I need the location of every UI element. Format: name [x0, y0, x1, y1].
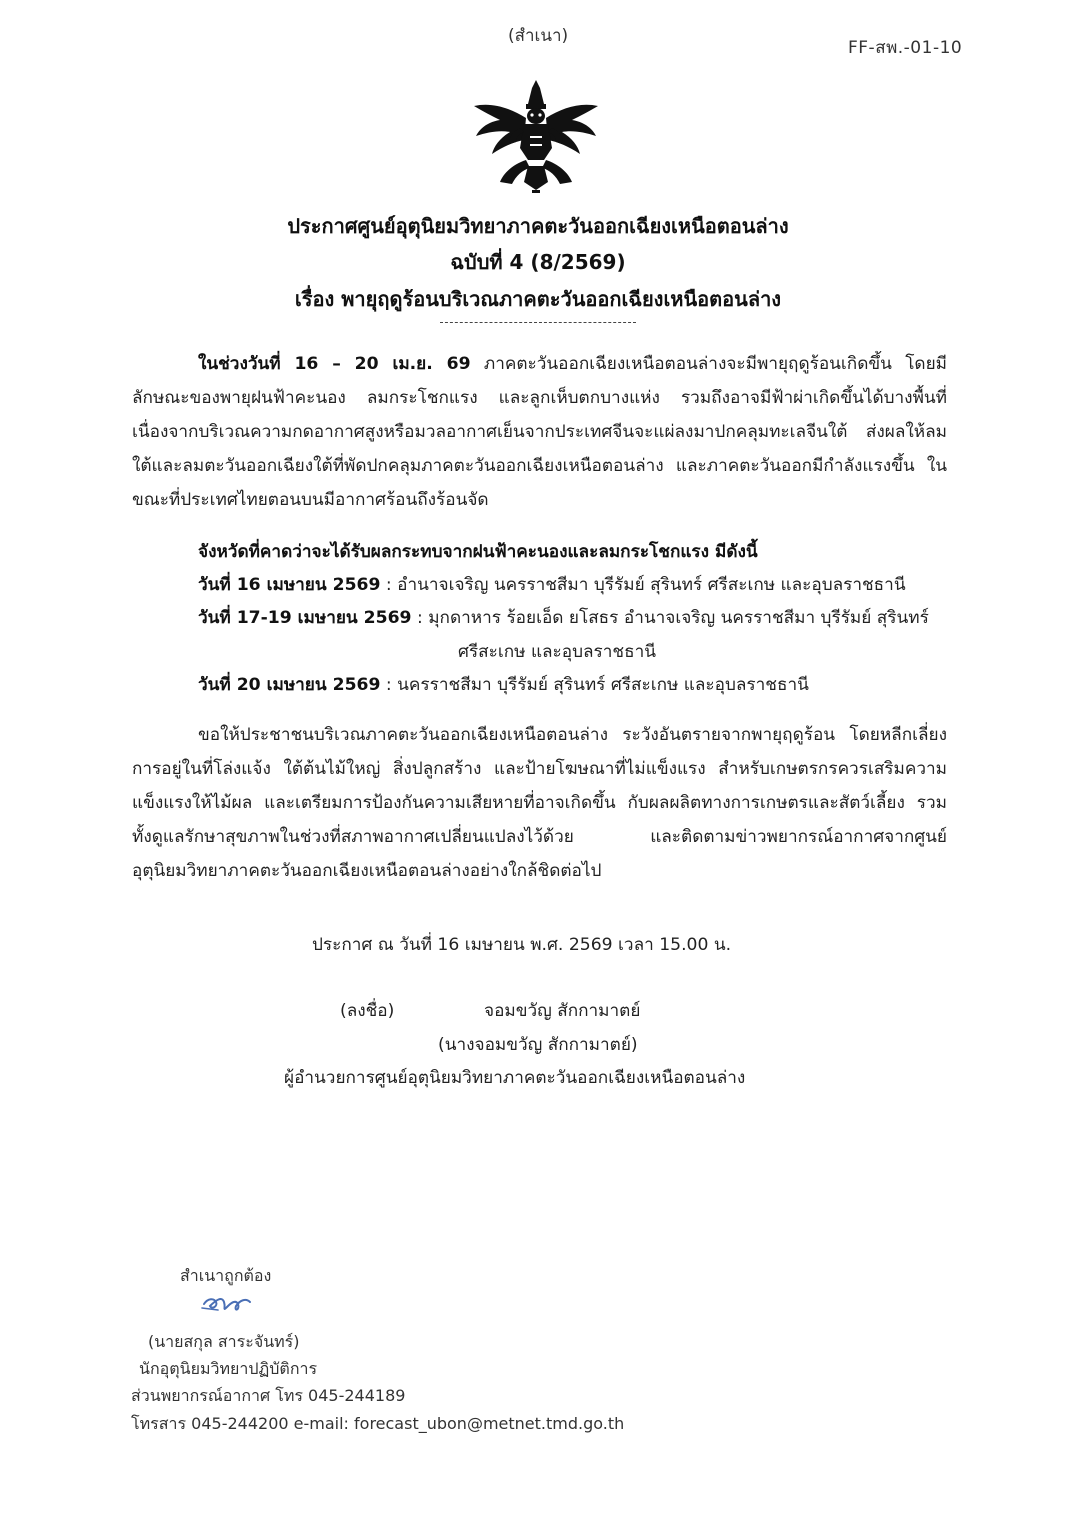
day-line-2-continued: ศรีสะเกษ และอุบลราชธานี — [458, 642, 656, 662]
provinces-heading: จังหวัดที่คาดว่าจะได้รับผลกระทบจากฝนฟ้าคะนองและลมกระโชกแรง มีดังนี้ — [198, 542, 758, 562]
announcement-date: ประกาศ ณ วันที่ 16 เมษายน พ.ศ. 2569 เวลา 15.00 น. — [312, 935, 732, 955]
signatory-name: จอมขวัญ สักกามาตย์ — [484, 1001, 641, 1021]
form-code: FF-สพ.-01-10 — [848, 38, 963, 58]
title-line-2: ฉบับที่ 4 (8/2569) — [450, 250, 626, 274]
garuda-emblem-icon — [470, 78, 602, 196]
title-line-3: เรื่อง พายุฤดูร้อนบริเวณภาคตะวันออกเฉียงเหนือตอนล่าง — [294, 287, 782, 311]
certifier-position: นักอุตุนิยมวิทยาปฏิบัติการ — [139, 1359, 318, 1378]
certifier-name: (นายสกุล สาระจันทร์) — [148, 1332, 300, 1351]
paragraph-forecast — [132, 347, 947, 517]
handwritten-signature-icon — [196, 1290, 260, 1320]
title-divider — [440, 322, 636, 323]
day-provinces: : อำนาจเจริญ นครราชสีมา บุรีรัมย์ สุรินทร์ ศรีสะเกษ และอุบลราชธานี — [380, 575, 906, 595]
title-line-1: ประกาศศูนย์อุตุนิยมวิทยาภาคตะวันออกเฉียงเหนือตอนล่าง — [287, 214, 789, 238]
day-line-2 — [198, 603, 929, 631]
day-line-1 — [198, 570, 906, 598]
certified-copy-label: สำเนาถูกต้อง — [180, 1266, 272, 1285]
day-provinces: : นครราชสีมา บุรีรัมย์ สุรินทร์ ศรีสะเกษ และอุบลราชธานี — [380, 675, 809, 695]
signature-label: (ลงชื่อ) — [340, 1001, 395, 1021]
day-label: วันที่ 20 เมษายน 2569 — [198, 675, 381, 695]
day-label: วันที่ 17-19 เมษายน 2569 — [198, 608, 412, 628]
certifier-department: ส่วนพยากรณ์อากาศ โทร 045-244189 — [131, 1386, 406, 1405]
forecast-text: ภาคตะวันออกเฉียงเหนือตอนล่างจะมีพายุฤดูร้อนเกิดขึ้น โดยมีลักษณะของพายุฝนฟ้าคะนอง ลมกระโชกแรง และลูกเห็บตกบางแห่ง รวมถึงอาจมีฟ้าผ่าเกิดขึ้นได้บางพื้นที่ เนื่องจากบริเวณความกดอากาศสูงหรือมวลอากาศเย็นจากประเทศจีนจะแผ่ลงมาปกคลุมทะเลจีนใต้ ส่งผลให้ลมใต้และลมตะวันออกเฉียงใต้ที่พัดปกคลุมภาคตะวันออกเฉียงเหนือตอนล่าง และภาคตะวันออกมีกำลังแรงขึ้น ในขณะที่ประเทศไทยตอนบนมีอากาศร้อนถึงร้อนจัด — [132, 354, 947, 510]
day-label: วันที่ 16 เมษายน 2569 — [198, 575, 381, 595]
contact-fax-email: โทรสาร 045-244200 e-mail: forecast_ubon@metnet.tmd.go.th — [131, 1414, 625, 1433]
paragraph-advice: ขอให้ประชาชนบริเวณภาคตะวันออกเฉียงเหนือตอนล่าง ระวังอันตรายจากพายุฤดูร้อน โดยหลีกเลี่ยงการอยู่ในที่โล่งแจ้ง ใต้ต้นไม้ใหญ่ สิ่งปลูกสร้าง และป้ายโฆษณาที่ไม่แข็งแรง สำหรับเกษตรกรควรเสริมความแข็งแรงให้ไม้ผล และเตรียมการป้องกันความเสียหายที่อาจเกิดขึ้น กับผลผลิตทางการเกษตรและสัตว์เลี้ยง รวมทั้งดูแลรักษาสุขภาพในช่วงที่สภาพอากาศเปลี่ยนแปลงไว้ด้วย และติดตามข่าวพยากรณ์อากาศจากศูนย์อุตุนิยมวิทยาภาคตะวันออกเฉียงเหนือตอนล่างอย่างใกล้ชิดต่อไป — [132, 725, 947, 881]
copy-mark: (สำเนา) — [508, 26, 569, 46]
signatory-position: ผู้อำนวยการศูนย์อุตุนิยมวิทยาภาคตะวันออกเฉียงเหนือตอนล่าง — [284, 1068, 746, 1088]
day-line-3 — [198, 670, 809, 698]
forecast-period: ในช่วงวันที่ 16 – 20 เม.ย. 69 — [198, 354, 471, 374]
day-provinces: : มุกดาหาร ร้อยเอ็ด ยโสธร อำนาจเจริญ นครราชสีมา บุรีรัมย์ สุรินทร์ — [411, 608, 929, 628]
signatory-name-full: (นางจอมขวัญ สักกามาตย์) — [438, 1035, 638, 1055]
